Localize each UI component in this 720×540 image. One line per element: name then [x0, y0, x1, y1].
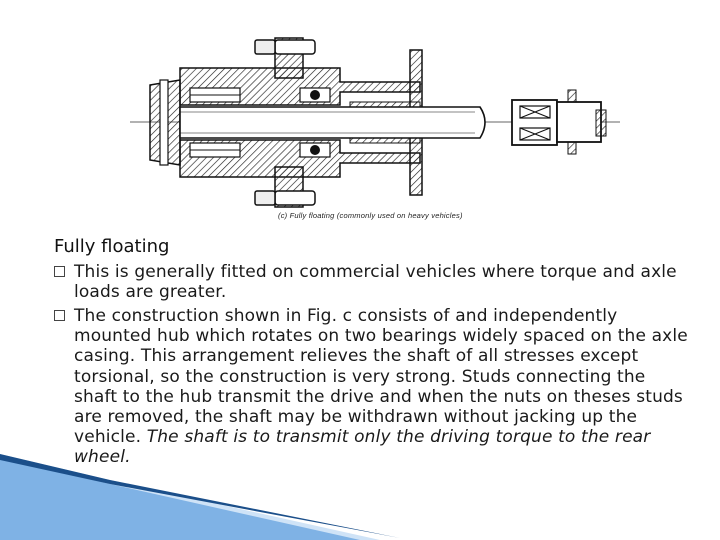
square-bullet-icon — [54, 310, 65, 321]
bullet-item — [54, 262, 694, 302]
axle-diagram-figure — [120, 10, 630, 232]
square-bullet-icon — [54, 266, 65, 277]
section-heading: Fully floating — [54, 236, 170, 257]
bullet-text: The construction shown in Fig. c consists of and independently mounted hub which rotates on two bearings widely spaced on the axle casing. This arrangement relieves the shaft of all stresses except torsional, so the construction is very strong. Studs connecting the shaft to the hub transmit the drive and when the nuts on theses studs are removed, the shaft may be withdrawn without jacking up the vehicle. — [74, 306, 688, 448]
decorative-accent-bar — [0, 440, 720, 540]
bullet-italic-text: The shaft is to transmit only the driving torque to the rear wheel. — [74, 427, 651, 468]
fully-floating-axle-diagram — [120, 10, 630, 232]
figure-caption: (c) Fully floating (commonly used on heavy vehicles) — [278, 211, 463, 220]
bullet-text: This is generally fitted on commercial vehicles where torque and axle loads are greater. — [74, 262, 677, 303]
